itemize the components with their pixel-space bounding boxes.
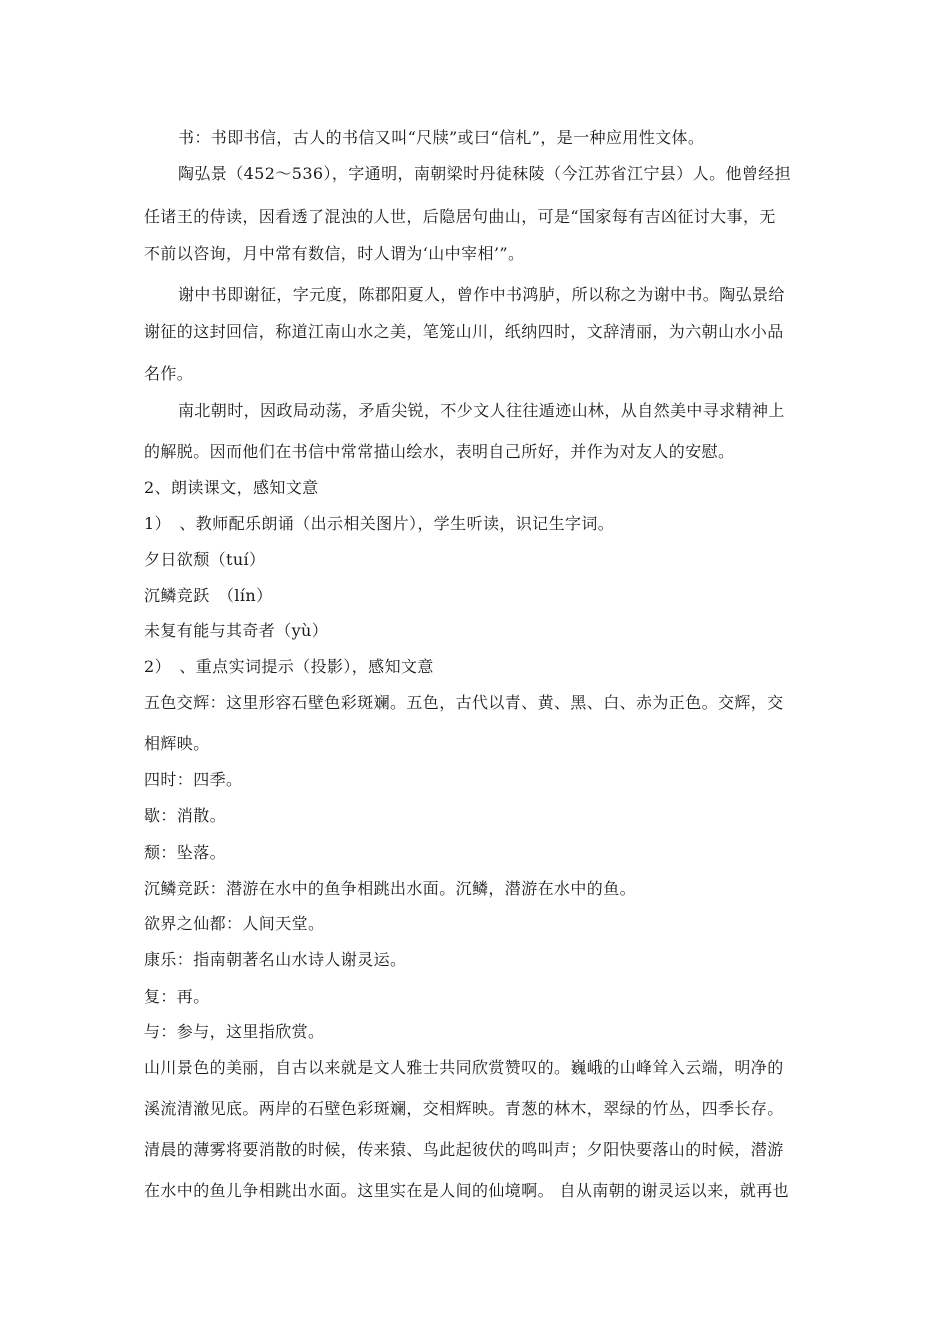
paragraph-line: 2） 、重点实词提示（投影），感知文意: [144, 657, 434, 676]
vocab-item: 夕日欲颓（tuí）: [144, 550, 266, 569]
paragraph-line: 溪流清澈见底。两岸的石壁色彩斑斓，交相辉映。青葱的林木，翠绿的竹丛，四季长存。: [144, 1099, 784, 1118]
definition-line: 康乐：指南朝著名山水诗人谢灵运。: [144, 950, 407, 969]
paragraph-line: 任诸王的侍读，因看透了混浊的人世，后隐居句曲山，可是“国家每有吉凶征讨大事，无: [144, 207, 776, 226]
paragraph-line: 南北朝时，因政局动荡，矛盾尖锐，不少文人往往遁迹山林，从自然美中寻求精神上: [178, 401, 785, 420]
paragraph-line: 谢征的这封回信，称道江南山水之美，笔笼山川，纸纳四时，文辞清丽，为六朝山水小品: [144, 322, 784, 341]
vocab-item: 未复有能与其奇者（yù）: [144, 621, 329, 640]
paragraph-line: 清晨的薄雾将要消散的时候，传来猿、鸟此起彼伏的鸣叫声；夕阳快要落山的时候，潜游: [144, 1140, 784, 1159]
paragraph-line: 山川景色的美丽，自古以来就是文人雅士共同欣赏赞叹的。巍峨的山峰耸入云端，明净的: [144, 1058, 784, 1077]
paragraph-line: 在水中的鱼儿争相跳出水面。这里实在是人间的仙境啊。 自从南朝的谢灵运以来，就再也: [144, 1181, 790, 1200]
paragraph-line: 名作。: [144, 364, 194, 383]
definition-line: 五色交辉：这里形容石壁色彩斑斓。五色，古代以青、黄、黑、白、赤为正色。交辉，交: [144, 693, 784, 712]
paragraph-line: 1） 、教师配乐朗诵（出示相关图片），学生听读，识记生字词。: [144, 514, 615, 533]
paragraph-line: 谢中书即谢征，字元度，陈郡阳夏人，曾作中书鸿胪，所以称之为谢中书。陶弘景给: [178, 285, 785, 304]
definition-line: 颓：坠落。: [144, 843, 227, 862]
vocab-item: 沉鳞竞跃 （lín）: [144, 586, 273, 605]
paragraph-line: 的解脱。因而他们在书信中常常描山绘水，表明自己所好，并作为对友人的安慰。: [144, 442, 735, 461]
paragraph-line: 陶弘景（452～536），字通明，南朝梁时丹徒秣陵（今江苏省江宁县）人。他曾经担: [178, 164, 792, 183]
definition-line: 相辉映。: [144, 734, 210, 753]
definition-line: 复：再。: [144, 987, 210, 1006]
definition-line: 四时：四季。: [144, 770, 243, 789]
definition-line: 沉鳞竞跃：潜游在水中的鱼争相跳出水面。沉鳞，潜游在水中的鱼。: [144, 879, 637, 898]
definition-line: 歇：消散。: [144, 806, 227, 825]
definition-line: 欲界之仙都：人间天堂。: [144, 914, 325, 933]
paragraph-line: 书：书即书信，古人的书信又叫“尺牍”或曰“信札”，是一种应用性文体。: [178, 128, 705, 147]
definition-line: 与：参与，这里指欣赏。: [144, 1022, 325, 1041]
paragraph-line: 不前以咨询，月中常有数信，时人谓为‘山中宰相’”。: [144, 244, 525, 263]
section-heading: 2、朗读课文，感知文意: [144, 478, 319, 497]
